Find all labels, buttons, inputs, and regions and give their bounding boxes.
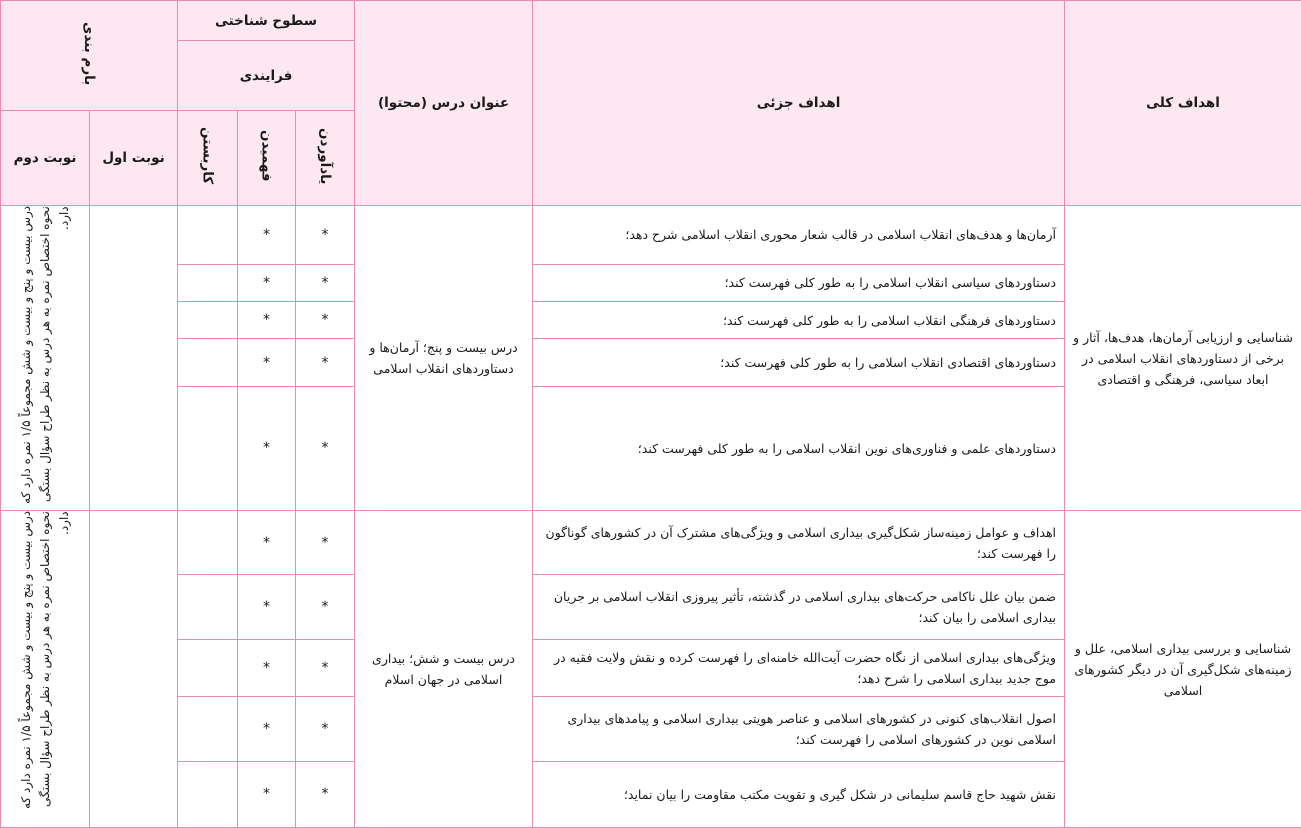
header-remembering-label: یادآوردن <box>317 128 333 184</box>
understanding-mark: * <box>238 575 296 639</box>
remembering-mark: * <box>296 697 355 761</box>
remembering-mark: * <box>296 264 355 301</box>
header-understanding-label: فهمیدن <box>259 130 275 182</box>
header-applying <box>178 111 238 206</box>
first-term-score-cell <box>90 511 178 828</box>
understanding-mark: * <box>238 264 296 301</box>
applying-mark <box>178 206 238 265</box>
understanding-mark: * <box>238 339 296 386</box>
applying-mark <box>178 386 238 510</box>
header-scoring <box>1 1 178 111</box>
specific-goal: ضمن بیان علل ناکامی حرکت‌های بیداری اسلامی در گذشته، تأثیر پیروزی انقلاب اسلامی بر جریان بیداری اسلامی را بیان کند؛ <box>533 575 1065 639</box>
applying-mark <box>178 639 238 696</box>
specific-goal: ویژگی‌های بیداری اسلامی از نگاه حضرت آیت‌الله خامنه‌ای را فهرست کرده و نقش ولایت فقیه در موج جدید بیداری اسلامی را شرح دهد؛ <box>533 639 1065 696</box>
understanding-mark: * <box>238 697 296 761</box>
specific-goal: اهداف و عوامل زمینه‌ساز شکل‌گیری بیداری اسلامی و ویژگی‌های مشترک آن در کشورهای گوناگون را فهرست کند؛ <box>533 511 1065 575</box>
understanding-mark: * <box>238 761 296 827</box>
understanding-mark: * <box>238 511 296 575</box>
second-term-score-cell <box>1 511 90 828</box>
remembering-mark: * <box>296 386 355 510</box>
specific-goal: دستاوردهای سیاسی انقلاب اسلامی را به طور کلی فهرست کند؛ <box>533 264 1065 301</box>
applying-mark <box>178 339 238 386</box>
second-term-score-note: درس بیست و پنج و بیست و شش مجموعاً ۱/۵ نمره دارد که نحوه اختصاص نمره به هر درس به نظر طراح سؤال بستگی دارد. <box>17 511 74 823</box>
specific-goal: اصول انقلاب‌های کنونی در کشورهای اسلامی و عناصر هویتی بیداری اسلامی و پیامدهای بیداری اسلامی نوین در کشورهای اسلامی را فهرست کند؛ <box>533 697 1065 761</box>
applying-mark <box>178 511 238 575</box>
lesson-title-cell: درس بیست و شش؛ بیداری اسلامی در جهان اسلام <box>355 511 533 828</box>
general-goal-cell: شناسایی و بررسی بیداری اسلامی، علل و زمینه‌های شکل‌گیری آن در دیگر کشورهای اسلامی <box>1065 511 1301 828</box>
second-term-score-note: درس بیست و پنج و بیست و شش مجموعاً ۱/۵ نمره دارد که نحوه اختصاص نمره به هر درس به نظر طراح سؤال بستگی دارد. <box>17 206 74 506</box>
header-lesson-title: عنوان درس (محتوا) <box>355 1 533 206</box>
applying-mark <box>178 301 238 338</box>
understanding-mark: * <box>238 639 296 696</box>
lesson-title-cell: درس بیست و پنج؛ آرمان‌ها و دستاوردهای انقلاب اسلامی <box>355 206 533 511</box>
understanding-mark: * <box>238 301 296 338</box>
table-row <box>1 511 1301 575</box>
specific-goal: آرمان‌ها و هدف‌های انقلاب اسلامی در قالب شعار محوری انقلاب اسلامی شرح دهد؛ <box>533 206 1065 265</box>
header-process: فرایندی <box>178 41 355 111</box>
applying-mark <box>178 761 238 827</box>
header-first-term: نوبت اول <box>90 111 178 206</box>
remembering-mark: * <box>296 511 355 575</box>
remembering-mark: * <box>296 639 355 696</box>
specific-goal: دستاوردهای اقتصادی انقلاب اسلامی را به طور کلی فهرست کند؛ <box>533 339 1065 386</box>
header-understanding <box>238 111 296 206</box>
remembering-mark: * <box>296 761 355 827</box>
header-specific-goals: اهداف جزئی <box>533 1 1065 206</box>
header-cognitive-levels: سطوح شناختی <box>178 1 355 41</box>
remembering-mark: * <box>296 339 355 386</box>
specific-goal: دستاوردهای علمی و فناوری‌های نوین انقلاب اسلامی را به طور کلی فهرست کند؛ <box>533 386 1065 510</box>
applying-mark <box>178 575 238 639</box>
remembering-mark: * <box>296 575 355 639</box>
applying-mark <box>178 697 238 761</box>
header-second-term: نوبت دوم <box>1 111 90 206</box>
header-remembering <box>296 111 355 206</box>
header-general-goals: اهداف کلی <box>1065 1 1301 206</box>
understanding-mark: * <box>238 206 296 265</box>
remembering-mark: * <box>296 206 355 265</box>
specific-goal: دستاوردهای فرهنگی انقلاب اسلامی را به طور کلی فهرست کند؛ <box>533 301 1065 338</box>
general-goal-cell: شناسایی و ارزیابی آرمان‌ها، هدف‌ها، آثار و برخی از دستاوردهای انقلاب اسلامی در ابعاد سیاسی، فرهنگی و اقتصادی <box>1065 206 1301 511</box>
header-applying-label: کاربستن <box>200 127 216 184</box>
understanding-mark: * <box>238 386 296 510</box>
remembering-mark: * <box>296 301 355 338</box>
applying-mark <box>178 264 238 301</box>
specific-goal: نقش شهید حاج قاسم سلیمانی در شکل گیری و تقویت مکتب مقاومت را بیان نماید؛ <box>533 761 1065 827</box>
header-scoring-label: بارم بندی <box>81 22 97 85</box>
first-term-score-cell <box>90 206 178 511</box>
table-row <box>1 206 1301 265</box>
second-term-score-cell <box>1 206 90 511</box>
